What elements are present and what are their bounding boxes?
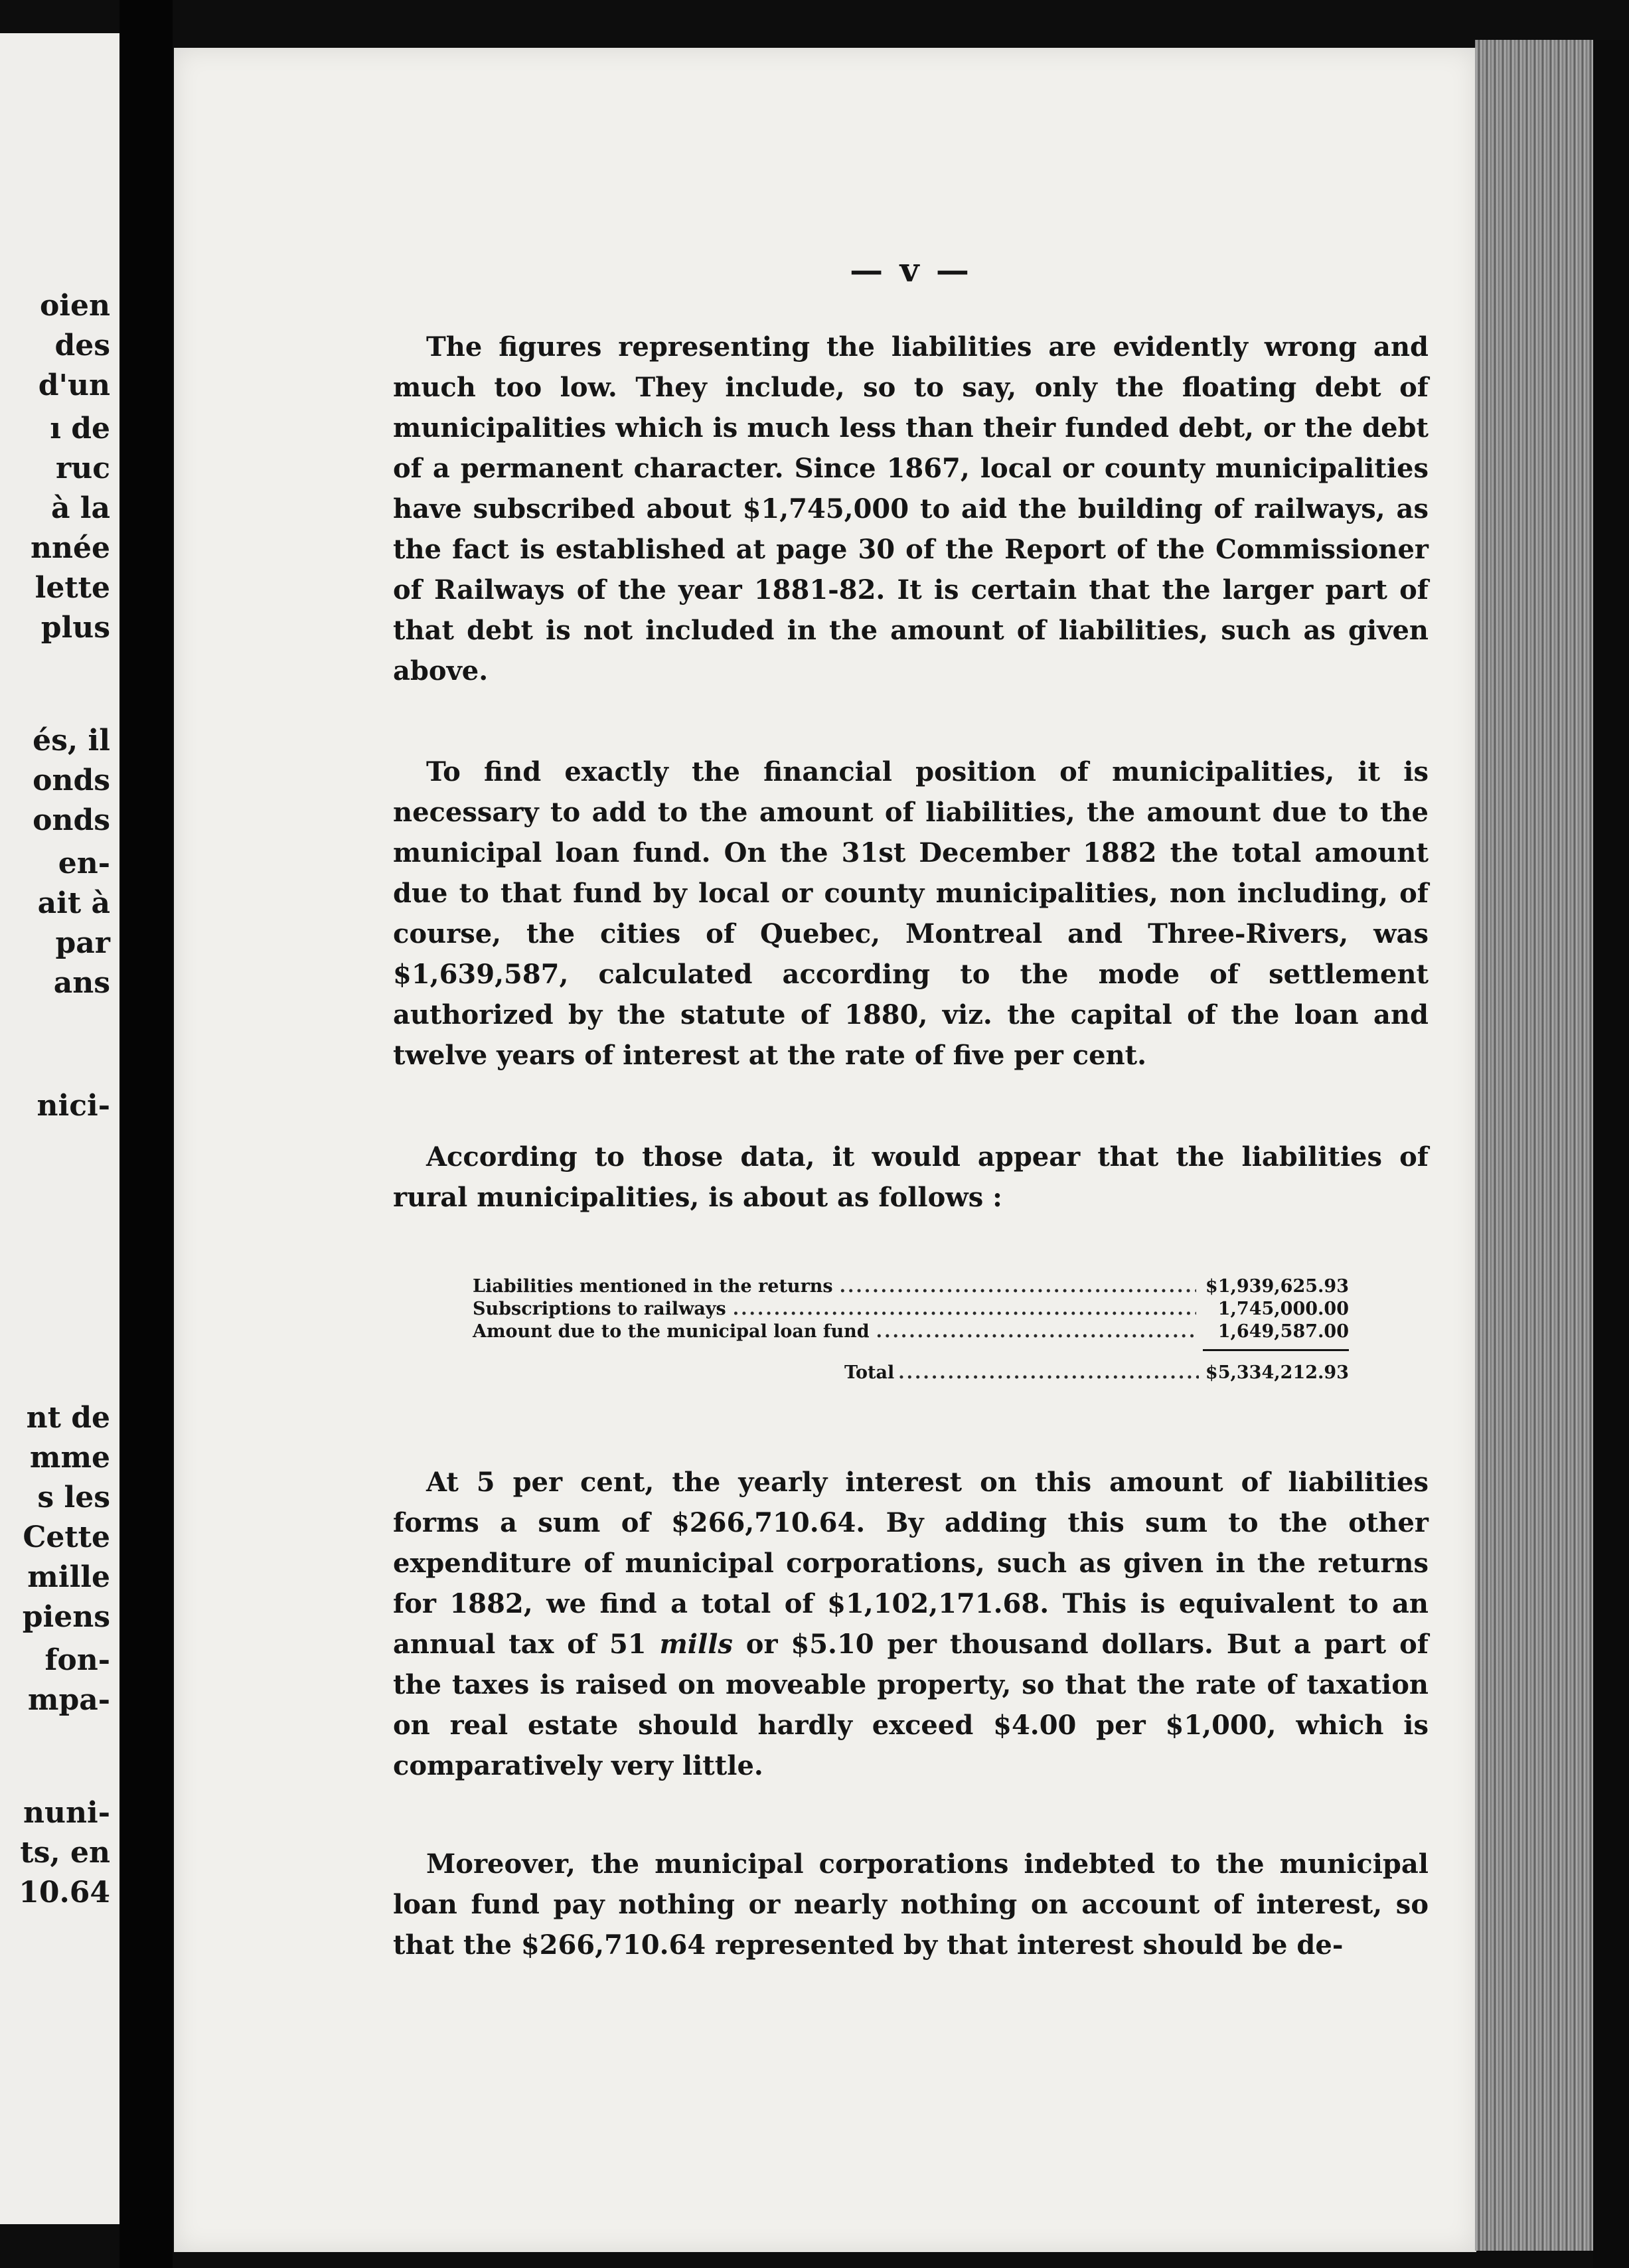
left-fragment: ruc: [56, 451, 110, 485]
paragraph-moreover: Moreover, the municipal corporations indebted to the municipal loan fund pay nothing or nearly nothing on account of interest, so that the $266,710.64 represented by that interest should be de-: [393, 1848, 1429, 1961]
left-fragment: Cette: [23, 1520, 110, 1554]
row-label: Liabilities mentioned in the returns: [473, 1276, 833, 1297]
row-value: $1,939,625.93: [1205, 1276, 1349, 1297]
paragraph-liabilities-wrong: The figures representing the liabilities are evidently wrong and much too low. They include, so to say, only the floating debt of municipalities which is much less than their funded debt, or the debt of a permanent character. Since 1867, local or county municipalities have subscribed about $1,745,000 to aid the building of railways, as the fact is established at page 30 of the Report of the Commissioner of Railways of the year 1881-82. It is certain that the larger part of that debt is not included in the amount of liabilities, such as given above.: [393, 331, 1429, 687]
left-fragment: 10.64: [19, 1876, 110, 1909]
left-fragment: plus: [40, 611, 110, 645]
table-row: [473, 1321, 1349, 1344]
left-fragment: à la: [50, 491, 110, 525]
leader-dots: [840, 1276, 1196, 1297]
p4-text-end: or $5.10 per thousand dollars. But a part of the taxes is raised on moveable property, so that the rate of taxation on real estate should hardly exceed $4.00 per $1,000, which is comparatively very little.: [393, 1629, 1429, 1781]
left-fragment: en-: [58, 847, 110, 880]
left-fragment: fon-: [44, 1643, 110, 1677]
left-fragment: nuni-: [23, 1796, 110, 1830]
paragraph-according-data: According to those data, it would appear that the liabilities of rural municipalities, is about as follows :: [393, 1141, 1429, 1213]
paragraph-financial-position: To find exactly the financial position of municipalities, it is necessary to add to the amount of liabilities, the amount due to the municipal loan fund. On the 31st December 1882 the total amount due to that fund by local or county municipalities, non including, of course, the cities of Quebec, Montreal and Three-Rivers, was $1,639,587, calculated according to the mode of settlement authorized by the statute of 1880, viz. the capital of the loan and twelve years of interest at the rate of five per cent.: [393, 756, 1429, 1071]
row-label: Subscriptions to railways: [473, 1299, 726, 1319]
left-fragment: mille: [27, 1560, 110, 1594]
scan-border-right: [1593, 40, 1629, 2268]
left-fragment: és, il: [33, 724, 110, 758]
left-fragment: des: [54, 329, 110, 363]
left-fragment: nici-: [37, 1089, 110, 1123]
left-fragment: ait à: [37, 886, 110, 920]
paragraph-yearly-interest: [393, 1462, 1429, 1786]
left-fragment: lette: [35, 571, 110, 605]
left-fragment: par: [55, 926, 110, 960]
leader-dots: [876, 1321, 1196, 1342]
table-row: [473, 1276, 1349, 1299]
table-row: [473, 1299, 1349, 1321]
left-fragment: nt de: [26, 1401, 110, 1435]
page-edges-stack: [1475, 40, 1598, 2251]
left-fragment: ans: [53, 966, 110, 1000]
page-number: — v —: [850, 250, 972, 289]
left-facing-page: [0, 33, 119, 2224]
row-value: 1,745,000.00: [1217, 1299, 1349, 1319]
left-fragment: onds: [33, 764, 110, 797]
leader-dots: [733, 1299, 1196, 1319]
total-row: [844, 1362, 1349, 1383]
liabilities-table: [473, 1276, 1349, 1383]
book-spine-gutter: [119, 0, 173, 2268]
row-label: Amount due to the municipal loan fund: [473, 1321, 870, 1342]
left-fragment: ts, en: [20, 1836, 110, 1870]
total-value: $5,334,212.93: [1205, 1362, 1349, 1383]
main-page: [174, 48, 1476, 2252]
leader-dots: [898, 1362, 1199, 1383]
total-label: Total: [844, 1362, 895, 1383]
left-fragment: oien: [39, 289, 110, 323]
left-fragment: nnée: [31, 531, 110, 565]
left-fragment: ı de: [50, 412, 110, 446]
left-fragment: d'un: [38, 368, 110, 402]
sum-rule: [1203, 1349, 1349, 1351]
left-fragment: mpa-: [27, 1683, 110, 1717]
left-fragment: s les: [37, 1481, 110, 1514]
p4-mills-italic: mills: [659, 1629, 733, 1660]
p4-text-start: At 5 per cent, the yearly interest on this amount of liabilities forms a sum of $266,710.64. By adding this sum to the other expenditure of municipal corporations, such as given in the returns for 1882, we find a total of $1,102,171.68. This is equivalent to an annual tax of 51: [393, 1467, 1429, 1660]
left-fragment: mme: [29, 1441, 110, 1475]
row-value: 1,649,587.00: [1217, 1321, 1349, 1342]
left-fragment: onds: [33, 803, 110, 837]
left-fragment: piens: [22, 1600, 110, 1634]
